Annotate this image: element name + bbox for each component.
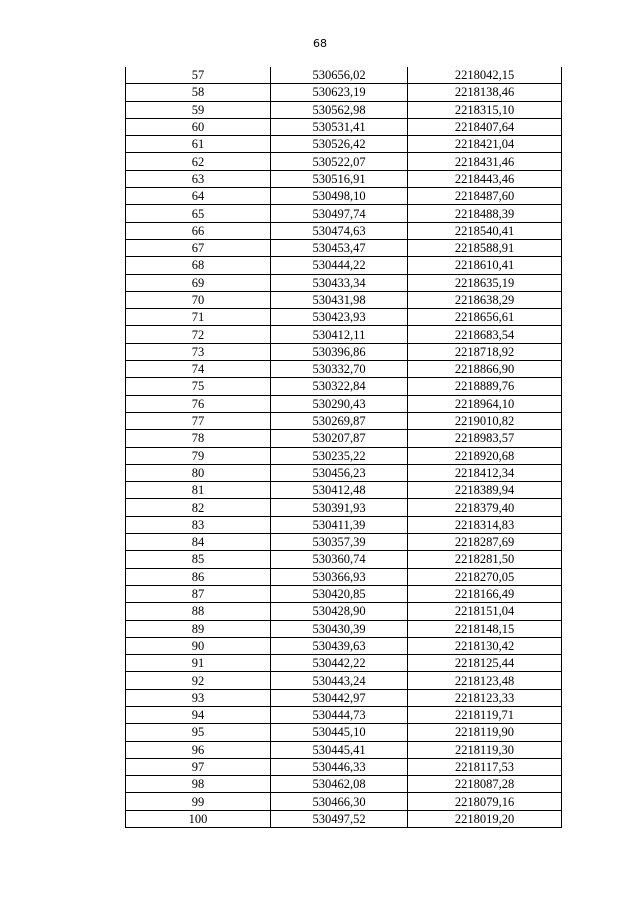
y-coordinate-cell: 2218488,39 [408,205,562,222]
y-coordinate-cell: 2218683,54 [408,326,562,343]
table-row [126,326,562,343]
table-row [126,257,562,274]
x-coordinate-cell: 530442,97 [271,689,408,706]
table-row [126,620,562,637]
y-coordinate-cell: 2218130,42 [408,637,562,654]
y-coordinate-cell: 2218638,29 [408,291,562,308]
y-coordinate-cell: 2218389,94 [408,482,562,499]
y-coordinate-cell: 2218635,19 [408,274,562,291]
y-coordinate-cell: 2218314,83 [408,516,562,533]
x-coordinate-cell: 530497,52 [271,810,408,827]
y-coordinate-cell: 2218443,46 [408,170,562,187]
point-number-cell: 74 [126,361,271,378]
x-coordinate-cell: 530439,63 [271,637,408,654]
table-row [126,430,562,447]
x-coordinate-cell: 530396,86 [271,343,408,360]
y-coordinate-cell: 2218281,50 [408,551,562,568]
y-coordinate-cell: 2218487,60 [408,188,562,205]
table-row [126,551,562,568]
table-row [126,672,562,689]
x-coordinate-cell: 530526,42 [271,136,408,153]
table-row [126,378,562,395]
x-coordinate-cell: 530420,85 [271,585,408,602]
x-coordinate-cell: 530474,63 [271,222,408,239]
table-row [126,395,562,412]
y-coordinate-cell: 2218166,49 [408,585,562,602]
y-coordinate-cell: 2218148,15 [408,620,562,637]
point-number-cell: 89 [126,620,271,637]
table-row [126,568,562,585]
table-row [126,585,562,602]
x-coordinate-cell: 530466,30 [271,793,408,810]
table-row [126,239,562,256]
y-coordinate-cell: 2218964,10 [408,395,562,412]
x-coordinate-cell: 530412,11 [271,326,408,343]
y-coordinate-cell: 2218087,28 [408,776,562,793]
y-coordinate-cell: 2218079,16 [408,793,562,810]
x-coordinate-cell: 530360,74 [271,551,408,568]
y-coordinate-cell: 2218718,92 [408,343,562,360]
x-coordinate-cell: 530269,87 [271,412,408,429]
x-coordinate-cell: 530444,73 [271,706,408,723]
table-row [126,291,562,308]
x-coordinate-cell: 530623,19 [271,84,408,101]
point-number-cell: 84 [126,534,271,551]
x-coordinate-cell: 530411,39 [271,516,408,533]
table-row [126,637,562,654]
table-row [126,464,562,481]
point-number-cell: 86 [126,568,271,585]
y-coordinate-cell: 2218042,15 [408,67,562,84]
y-coordinate-cell: 2218610,41 [408,257,562,274]
x-coordinate-cell: 530445,41 [271,741,408,758]
x-coordinate-cell: 530430,39 [271,620,408,637]
table-row [126,170,562,187]
y-coordinate-cell: 2218119,90 [408,724,562,741]
y-coordinate-cell: 2218588,91 [408,239,562,256]
x-coordinate-cell: 530357,39 [271,534,408,551]
table-row [126,534,562,551]
point-number-cell: 70 [126,291,271,308]
point-number-cell: 68 [126,257,271,274]
table-row [126,810,562,827]
y-coordinate-cell: 2218125,44 [408,655,562,672]
point-number-cell: 75 [126,378,271,395]
point-number-cell: 60 [126,118,271,135]
x-coordinate-cell: 530391,93 [271,499,408,516]
table-row [126,118,562,135]
y-coordinate-cell: 2218270,05 [408,568,562,585]
x-coordinate-cell: 530412,48 [271,482,408,499]
point-number-cell: 100 [126,810,271,827]
y-coordinate-cell: 2218287,69 [408,534,562,551]
x-coordinate-cell: 530562,98 [271,101,408,118]
table-row [126,689,562,706]
y-coordinate-cell: 2218123,48 [408,672,562,689]
table-row [126,412,562,429]
point-number-cell: 61 [126,136,271,153]
point-number-cell: 98 [126,776,271,793]
table-row [126,67,562,84]
point-number-cell: 69 [126,274,271,291]
y-coordinate-cell: 2218379,40 [408,499,562,516]
y-coordinate-cell: 2218412,34 [408,464,562,481]
x-coordinate-cell: 530462,08 [271,776,408,793]
point-number-cell: 83 [126,516,271,533]
point-number-cell: 62 [126,153,271,170]
table-row [126,706,562,723]
point-number-cell: 63 [126,170,271,187]
table-row [126,724,562,741]
table-row [126,274,562,291]
x-coordinate-cell: 530656,02 [271,67,408,84]
x-coordinate-cell: 530235,22 [271,447,408,464]
table-row [126,516,562,533]
x-coordinate-cell: 530456,23 [271,464,408,481]
table-row [126,499,562,516]
point-number-cell: 95 [126,724,271,741]
x-coordinate-cell: 530428,90 [271,603,408,620]
table-row [126,136,562,153]
x-coordinate-cell: 530366,93 [271,568,408,585]
y-coordinate-cell: 2218119,30 [408,741,562,758]
point-number-cell: 64 [126,188,271,205]
point-number-cell: 76 [126,395,271,412]
y-coordinate-cell: 2218407,64 [408,118,562,135]
table-row [126,153,562,170]
x-coordinate-cell: 530453,47 [271,239,408,256]
x-coordinate-cell: 530332,70 [271,361,408,378]
x-coordinate-cell: 530442,22 [271,655,408,672]
y-coordinate-cell: 2218138,46 [408,84,562,101]
point-number-cell: 96 [126,741,271,758]
y-coordinate-cell: 2219010,82 [408,412,562,429]
x-coordinate-cell: 530290,43 [271,395,408,412]
point-number-cell: 79 [126,447,271,464]
point-number-cell: 94 [126,706,271,723]
point-number-cell: 72 [126,326,271,343]
table-row [126,776,562,793]
point-number-cell: 91 [126,655,271,672]
x-coordinate-cell: 530207,87 [271,430,408,447]
point-number-cell: 85 [126,551,271,568]
table-row [126,793,562,810]
x-coordinate-cell: 530522,07 [271,153,408,170]
table-row [126,101,562,118]
x-coordinate-cell: 530446,33 [271,758,408,775]
x-coordinate-cell: 530433,34 [271,274,408,291]
x-coordinate-cell: 530498,10 [271,188,408,205]
y-coordinate-cell: 2218019,20 [408,810,562,827]
table-row [126,205,562,222]
y-coordinate-cell: 2218119,71 [408,706,562,723]
table-row [126,482,562,499]
point-number-cell: 92 [126,672,271,689]
x-coordinate-cell: 530431,98 [271,291,408,308]
point-number-cell: 78 [126,430,271,447]
y-coordinate-cell: 2218421,04 [408,136,562,153]
point-number-cell: 77 [126,412,271,429]
y-coordinate-cell: 2218866,90 [408,361,562,378]
table-row [126,84,562,101]
point-number-cell: 90 [126,637,271,654]
point-number-cell: 57 [126,67,271,84]
table-row [126,741,562,758]
point-number-cell: 97 [126,758,271,775]
y-coordinate-cell: 2218431,46 [408,153,562,170]
point-number-cell: 99 [126,793,271,810]
table-row [126,447,562,464]
point-number-cell: 87 [126,585,271,602]
x-coordinate-cell: 530531,41 [271,118,408,135]
point-number-cell: 67 [126,239,271,256]
y-coordinate-cell: 2218540,41 [408,222,562,239]
table-row [126,188,562,205]
y-coordinate-cell: 2218983,57 [408,430,562,447]
x-coordinate-cell: 530322,84 [271,378,408,395]
y-coordinate-cell: 2218117,53 [408,758,562,775]
x-coordinate-cell: 530516,91 [271,170,408,187]
point-number-cell: 93 [126,689,271,706]
x-coordinate-cell: 530444,22 [271,257,408,274]
y-coordinate-cell: 2218889,76 [408,378,562,395]
point-number-cell: 81 [126,482,271,499]
point-number-cell: 80 [126,464,271,481]
table-row [126,222,562,239]
x-coordinate-cell: 530423,93 [271,309,408,326]
point-number-cell: 82 [126,499,271,516]
y-coordinate-cell: 2218315,10 [408,101,562,118]
table-row [126,343,562,360]
table-row [126,655,562,672]
point-number-cell: 88 [126,603,271,620]
page-number: 68 [313,37,327,50]
table-row [126,603,562,620]
y-coordinate-cell: 2218656,61 [408,309,562,326]
x-coordinate-cell: 530445,10 [271,724,408,741]
table-row [126,361,562,378]
x-coordinate-cell: 530443,24 [271,672,408,689]
coordinates-table [125,67,562,828]
table-row [126,309,562,326]
point-number-cell: 71 [126,309,271,326]
y-coordinate-cell: 2218920,68 [408,447,562,464]
point-number-cell: 73 [126,343,271,360]
point-number-cell: 59 [126,101,271,118]
y-coordinate-cell: 2218151,04 [408,603,562,620]
coordinates-table-body [126,67,562,828]
point-number-cell: 66 [126,222,271,239]
y-coordinate-cell: 2218123,33 [408,689,562,706]
point-number-cell: 58 [126,84,271,101]
point-number-cell: 65 [126,205,271,222]
x-coordinate-cell: 530497,74 [271,205,408,222]
table-row [126,758,562,775]
